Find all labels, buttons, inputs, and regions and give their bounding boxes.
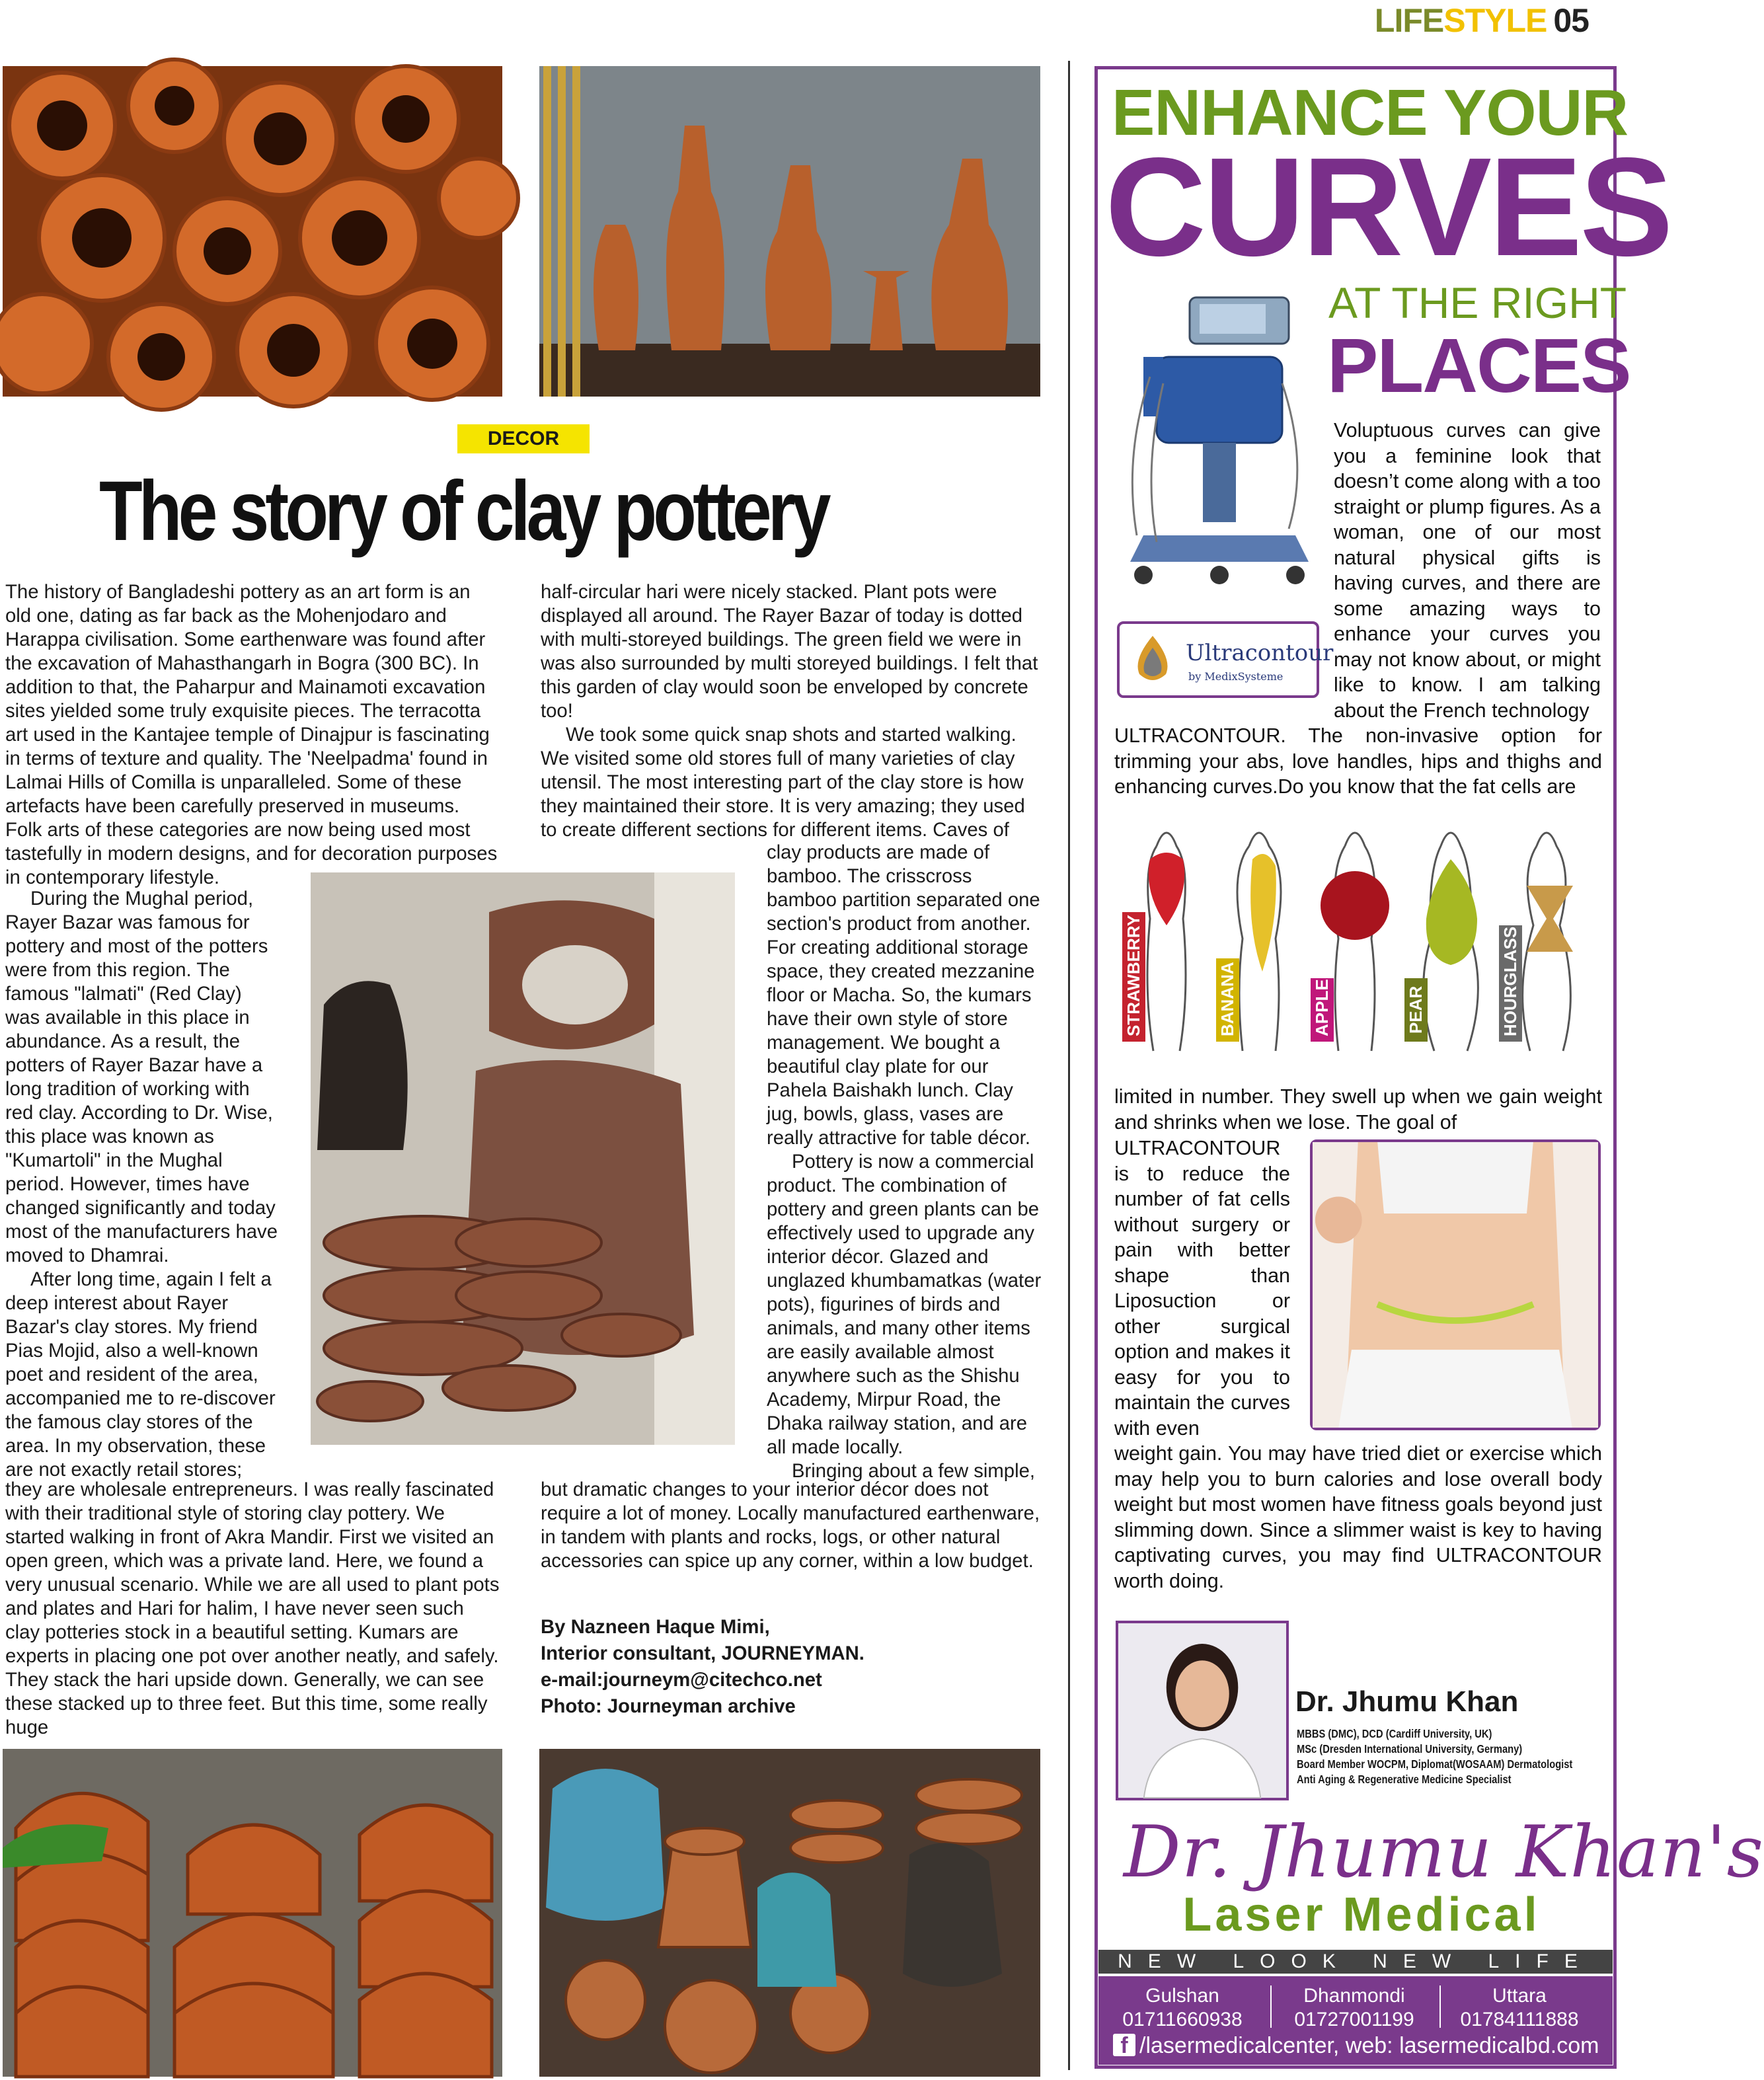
- byline-title: Interior consultant, JOURNEYMAN.: [541, 1642, 864, 1664]
- section-life: LIFE: [1374, 2, 1444, 39]
- section-tag: DECOR: [457, 424, 590, 453]
- ad-text-intro: Voluptuous curves can give you a feminine look that doesn’t come along with a too straight or plump figures. As a woman, one of our most natural physical gifts is having curves, and there are some amazing ways to enhance your curves you may not know about, or might like to know. I am talking about the French technology: [1334, 419, 1601, 722]
- branch-phone: 01711660938: [1122, 2009, 1243, 2030]
- doctor-photo: [1116, 1621, 1289, 1800]
- ad-heading-curves: CURVES: [1105, 128, 1671, 285]
- photo-pottery-shop: [539, 1749, 1040, 2077]
- separator: [1270, 1985, 1272, 2028]
- paragraph: half-circular hari were nicely stacked. Plant pots were displayed all around. The Rayer Bazar of today is dotted with multi-storeyed buildings. The green field we were in was also surrounded by multi storeyed buildings. I felt that this garden of clay would soon be enveloped by concrete too!: [541, 581, 1038, 722]
- clinic-brand: Dr. Jhumu Khan's: [1124, 1811, 1764, 1894]
- branch-dhanmondi: [1285, 1984, 1424, 2032]
- branch-phone: 01784111888: [1460, 2009, 1579, 2030]
- article-col2-bottom: [541, 1478, 1040, 1573]
- article-col1-top: [5, 580, 500, 890]
- branch-phone: 01727001199: [1294, 2009, 1414, 2030]
- credential: Board Member WOCPM, Diplomat(WOSAAM) Dermatologist: [1297, 1757, 1573, 1771]
- article-col2-narrow: [767, 841, 1043, 1483]
- paragraph: After long time, again I felt a deep interest about Rayer Bazar's clay stores. My friend Pias Mojid, also a well-known poet and resident of the area, accompanied me to re-discover the famous clay stores of the area. In my observation, these are not exactly retail stores;: [5, 1268, 276, 1481]
- photo-clay-pots-pile: [3, 66, 502, 397]
- byline-email: e-mail:journeym@citechco.net: [541, 1669, 822, 1691]
- photo-clay-store-stack: [311, 872, 735, 1445]
- paragraph: The history of Bangladeshi pottery as an art form is an old one, dating as far back as the Mohenjodaro and Harappa civilisation. Some earthenware was found after the excavation of Mahasthangarh in Bogra (300 BC). In addition to that, the Paharpur and Mainamoti excavation sites yielded some truly exquisite pieces. The terracotta art used in the Kantajee temple of Dinajpur is fascinating in terms of texture and quality. The 'Neelpadma' found in Lalmai Hills of Comilla is unparalleled. Some of these artefacts have been carefully preserved in museums. Folk arts of these categories are now being used most tastefully in modern designs, and for decoration purposes in contemporary lifestyle.: [5, 581, 498, 888]
- web-contact: [1113, 2033, 1599, 2059]
- credential: Anti Aging & Regenerative Medicine Specialist: [1297, 1773, 1512, 1786]
- paragraph: Bringing about a few simple,: [792, 1460, 1036, 1482]
- photo-stacked-bowls: [3, 1749, 502, 2077]
- paragraph: We took some quick snap shots and started walking. We visited some old stores full of many varieties of clay utensil. The most interesting part of the clay store is how they maintained their store. It is very amazing; they used to create different sections for different items. Caves of: [541, 724, 1025, 841]
- ad-heading-3: AT THE RIGHT: [1328, 278, 1627, 327]
- droplet-icon: [1126, 633, 1179, 686]
- shape-label-strawberry: STRAWBERRY: [1122, 912, 1145, 1042]
- article-col2-top: [541, 580, 1040, 842]
- ultracontour-machine-image: [1117, 284, 1315, 595]
- body-shapes-illustration: [1117, 820, 1606, 1058]
- credential: MBBS (DMC), DCD (Cardiff University, UK): [1297, 1727, 1492, 1740]
- ad-heading-places: PLACES: [1327, 323, 1630, 408]
- shape-label-pear: PEAR: [1404, 978, 1428, 1042]
- paragraph: they are wholesale entrepreneurs. I was really fascinated with their traditional style of storing clay pottery. We started walking in front of Akra Mandir. First we visited an open green, which was a private land. Here, we found a very unusual scenario. While we are all used to plant pots and plates and Hari for halim, I have never seen such clay potteries stock in a beautiful setting. Kumars are experts in placing one pot over another neatly, and safely. They stack the hari upside down. Generally, we can see these stacked up to three feet. But this time, some really huge: [5, 1479, 500, 1738]
- shape-label-banana: BANANA: [1216, 958, 1239, 1042]
- ad-text-goal: ULTRACONTOUR is to reduce the number of fat cells without surgery or pain with better shape than Liposuction or other surgical option and makes it easy for you to maintain the curves with even: [1114, 1137, 1290, 1440]
- photo-clay-vases-shelf: [539, 66, 1040, 397]
- clinic-brand-sub: Laser Medical: [1182, 1888, 1541, 1941]
- paragraph: Pottery is now a commercial product. The combination of pottery and green plants can be effectively used to upgrade any interior décor. Glazed and unglazed khumbamatkas (water pots), figurines of birds and animals, and many other items are easily available almost anywhere such as the Shishu Academy, Mirpur Road, the Dhaka railway station, and are all made locally.: [767, 1151, 1042, 1458]
- branch-gulshan: [1113, 1984, 1252, 2032]
- branch-uttara: [1450, 1984, 1589, 2032]
- paragraph: During the Mughal period, Rayer Bazar was famous for pottery and most of the potters were from this region. The famous "lalmati" (Red Clay) was available in this place in abundance. As a result, the potters of Rayer Bazar have a long tradition of working with red clay. According to Dr. Wise, this place was known as "Kumartoli" in the Mughal period. However, times have changed significantly and today most of the manufacturers have moved to Dhamrai.: [5, 888, 278, 1266]
- article-col1-narrow: [5, 887, 282, 1482]
- ad-text-fatcells: limited in number. They swell up when we gain weight and shrinks when we lose. The goal of: [1114, 1085, 1602, 1134]
- byline-author: By Nazneen Haque Mimi,: [541, 1616, 770, 1638]
- logo-name: Ultracontour: [1186, 640, 1334, 666]
- ad-heading-1: ENHANCE YOUR: [1112, 76, 1629, 149]
- doctor-credentials: [1297, 1726, 1572, 1787]
- doctor-name: Dr. Jhumu Khan: [1295, 1685, 1519, 1718]
- logo-sub: by MedixSysteme: [1188, 670, 1284, 683]
- separator: [1439, 1985, 1441, 2028]
- section-style: STYLE: [1443, 2, 1547, 39]
- article-byline: [541, 1614, 1040, 1720]
- facebook-icon: f: [1113, 2034, 1135, 2056]
- credential: MSc (Dresden International University, Germany): [1297, 1742, 1523, 1755]
- shape-label-hourglass: HOURGLASS: [1499, 925, 1522, 1042]
- branch-name: Uttara: [1492, 1985, 1547, 2007]
- paragraph: clay products are made of bamboo. The crisscross bamboo partition separated one section's product from another. For creating additional storage space, they created mezzanine floor or Macha. So, the kumars have their own style of store management. We bought a beautiful clay plate for our Pahela Baishakh lunch. Clay jug, bowls, glass, vases are really attractive for table décor.: [767, 841, 1040, 1149]
- branch-contacts: [1098, 1976, 1613, 2065]
- byline-photo: Photo: Journeyman archive: [541, 1695, 796, 1717]
- article-title: The story of clay pottery: [99, 464, 827, 559]
- ad-text-closing: weight gain. You may have tried diet or exercise which may help you to burn calories and lose overall body weight but most women have fitness goals beyond just slimming down. Since a slimmer waist is key to having captivating curves, you may find ULTRACONTOUR worth doing.: [1114, 1442, 1602, 1592]
- page-header: [1375, 1, 1589, 40]
- clinic-tagline: NEW LOOK NEW LIFE: [1098, 1950, 1613, 1974]
- page-number: 05: [1553, 2, 1589, 39]
- photo-slim-waist: [1310, 1139, 1601, 1430]
- ad-text-ultracontour: ULTRACONTOUR. The non-invasive option for trimming your abs, love handles, hips and thighs and enhancing curves.Do you know that the fat cells are: [1114, 724, 1602, 798]
- branch-name: Gulshan: [1145, 1985, 1219, 2007]
- web-text: /lasermedicalcenter, web: lasermedicalbd.com: [1139, 2033, 1599, 2058]
- article-col1-bottom: [5, 1478, 500, 1740]
- branch-name: Dhanmondi: [1303, 1985, 1405, 2007]
- paragraph: but dramatic changes to your interior décor does not require a lot of money. Locally manufactured earthenware, in tandem with plants and rocks, logs, or other natural accessories can spice up any corner, within a low budget.: [541, 1479, 1040, 1572]
- shape-label-apple: APPLE: [1311, 978, 1334, 1042]
- column-divider: [1068, 61, 1070, 2070]
- ultracontour-logo: [1117, 621, 1334, 698]
